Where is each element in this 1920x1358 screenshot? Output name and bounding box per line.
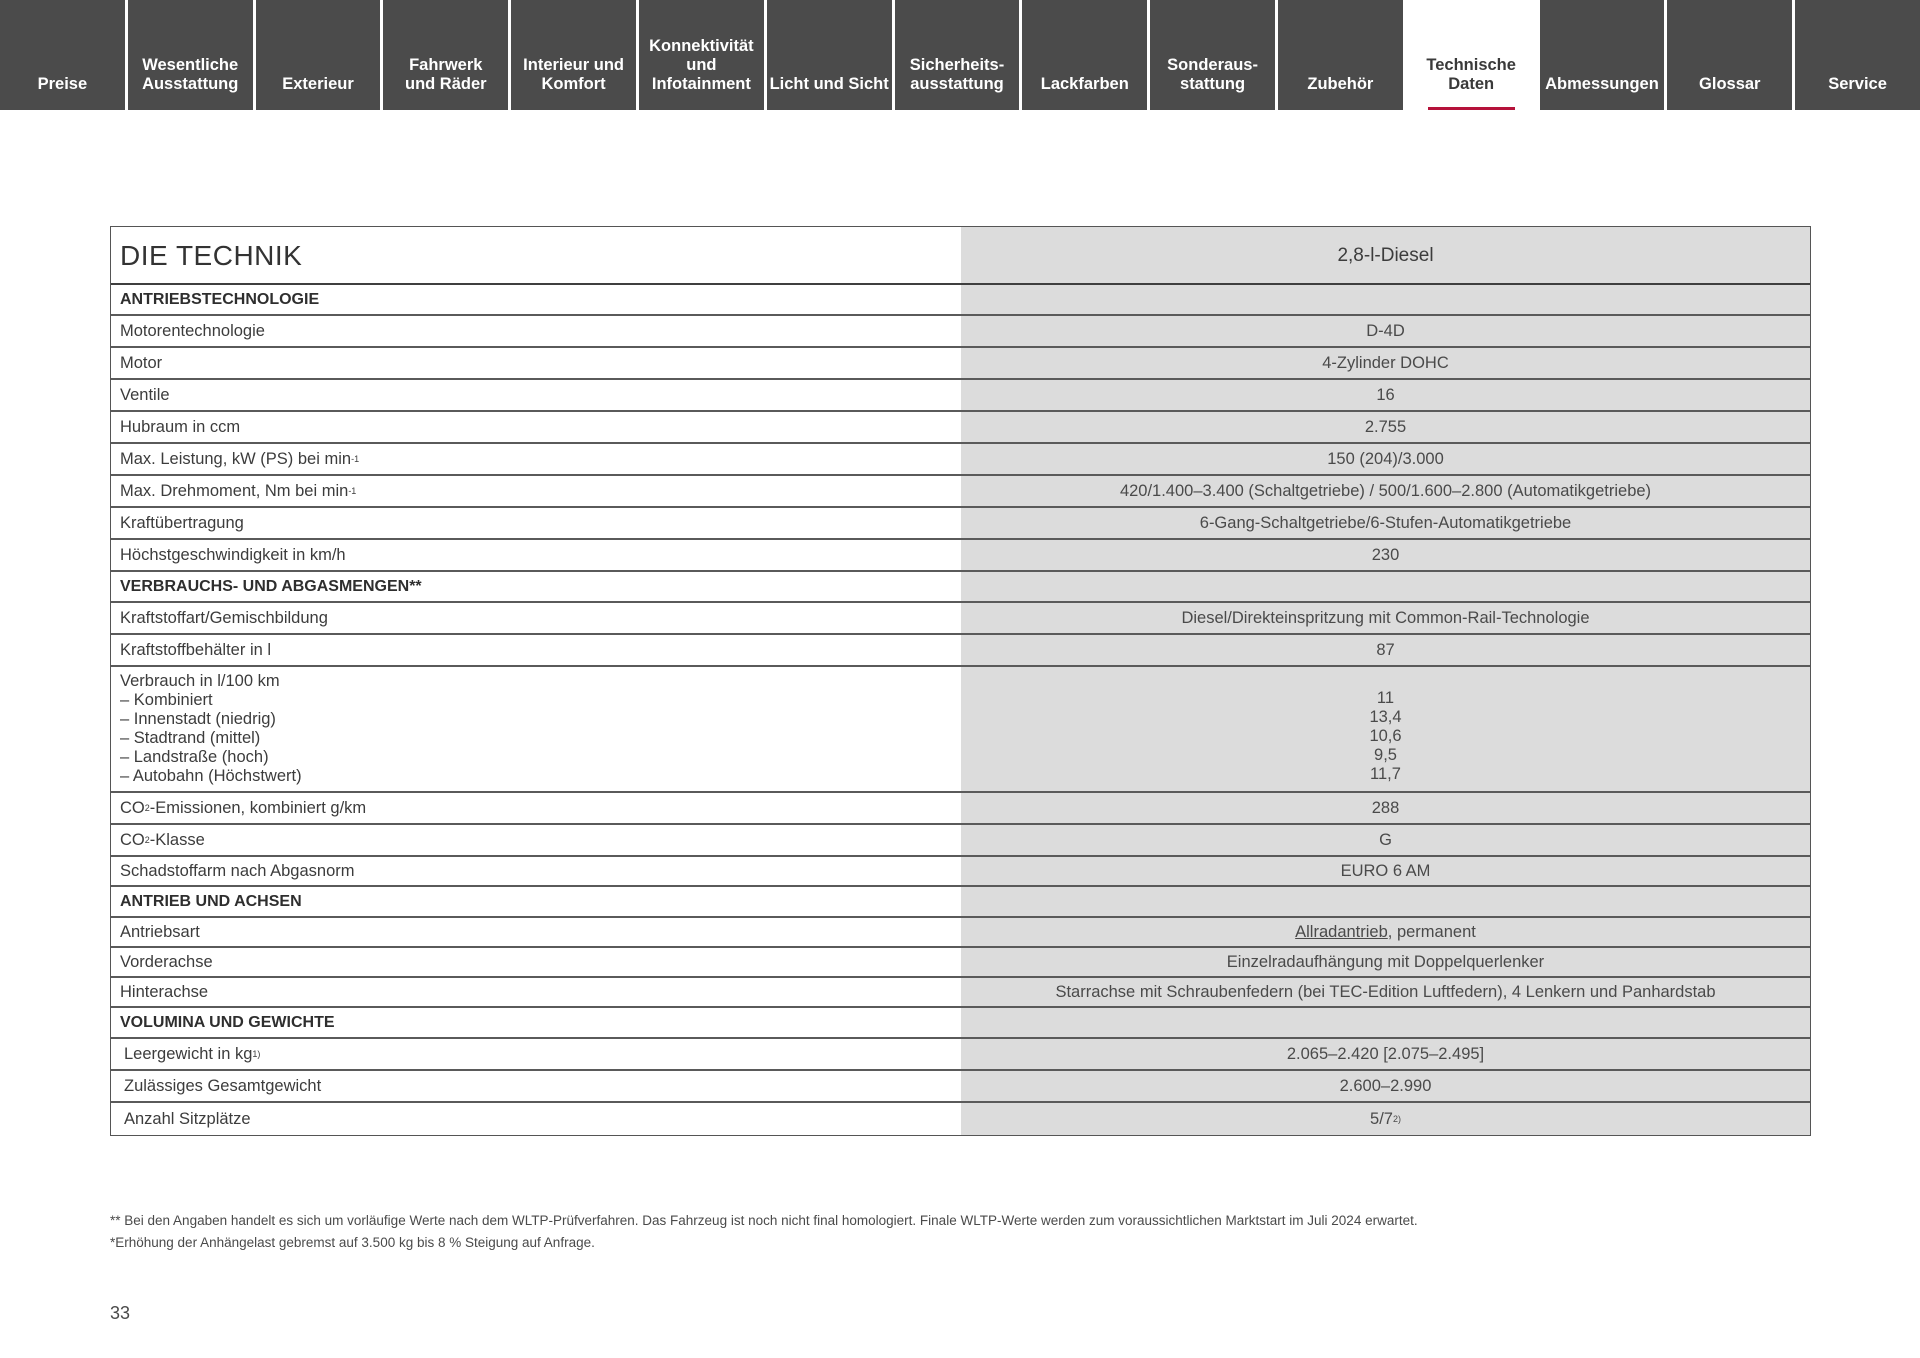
row-label <box>111 476 961 506</box>
section-row <box>111 285 1810 316</box>
row-value <box>961 918 1810 946</box>
tab-technische-daten[interactable] <box>1406 0 1537 110</box>
allradantrieb-glossary-link[interactable]: Allradantrieb <box>1295 922 1388 941</box>
section-row <box>111 572 1810 603</box>
row-label <box>111 793 961 823</box>
section-value-empty <box>961 1008 1810 1037</box>
engine-column-header: 2,8-l-Diesel <box>961 227 1810 283</box>
table-row <box>111 793 1810 825</box>
consumption-item-value: 11,7 <box>1370 764 1401 783</box>
row-value: 2.600–2.990 <box>961 1071 1810 1101</box>
table-row <box>111 316 1810 348</box>
table-row-consumption <box>111 667 1810 793</box>
tab-label: Fahrwerk und Räder <box>404 56 487 93</box>
row-value-consumption <box>961 667 1810 791</box>
footnote-wltp: ** Bei den Angaben handelt es sich um vorläufige Werte nach dem WLTP-Prüfverfahren. Das Fahrzeug ist noch nicht final homologiert. Finale WLTP-Werte werden zum voraussichtlichen Marktstart im Juli 2024 erwartet. <box>110 1213 1418 1228</box>
tab-exterieur[interactable] <box>256 0 381 110</box>
row-value: 2.755 <box>961 412 1810 442</box>
consumption-heading: Verbrauch in l/100 km <box>120 672 280 690</box>
table-row <box>111 825 1810 857</box>
tab-sonderausstattung[interactable] <box>1150 0 1275 110</box>
table-row <box>111 1071 1810 1103</box>
row-label-text: Max. Drehmoment, Nm bei min <box>120 481 349 500</box>
row-label: Kraftstoffart/Gemischbildung <box>111 603 961 633</box>
tab-label: Abmessungen <box>1545 75 1659 93</box>
table-row <box>111 857 1810 887</box>
section-title-antrieb-achsen: ANTRIEB UND ACHSEN <box>111 887 961 916</box>
section-value-empty <box>961 887 1810 916</box>
tab-sicherheitsausstattung[interactable] <box>895 0 1020 110</box>
tab-glossar[interactable] <box>1667 0 1792 110</box>
table-row <box>111 380 1810 412</box>
section-title-verbrauch: VERBRAUCHS- UND ABGASMENGEN** <box>111 572 961 601</box>
row-label: Ventile <box>111 380 961 410</box>
tab-label: Konnektivität und Infotainment <box>649 37 754 93</box>
row-value: 150 (204)/3.000 <box>961 444 1810 474</box>
tab-konnektivitaet-und-infotainment[interactable] <box>639 0 764 110</box>
tab-abmessungen[interactable] <box>1540 0 1665 110</box>
table-row <box>111 444 1810 476</box>
table-row <box>111 1039 1810 1071</box>
row-value-text: , permanent <box>1387 922 1476 941</box>
section-title-volumina: VOLUMINA UND GEWICHTE <box>111 1008 961 1037</box>
section-value-empty <box>961 285 1810 314</box>
row-label-text: CO <box>120 830 145 849</box>
row-value-superscript: 2) <box>1392 1113 1401 1124</box>
section-value-empty <box>961 572 1810 601</box>
tab-label: Service <box>1828 75 1887 93</box>
row-value: 2.065–2.420 [2.075–2.495] <box>961 1039 1810 1069</box>
row-value: 4-Zylinder DOHC <box>961 348 1810 378</box>
row-label: Motorentechnologie <box>111 316 961 346</box>
table-row <box>111 948 1810 978</box>
row-value-text: 5/7 <box>1370 1109 1393 1128</box>
row-label: Schadstoffarm nach Abgasnorm <box>111 857 961 885</box>
row-label: Antriebsart <box>111 918 961 946</box>
consumption-item-value: 11 <box>1376 688 1395 707</box>
tab-preise[interactable] <box>0 0 125 110</box>
tab-zubehoer[interactable] <box>1278 0 1403 110</box>
footnote-anhaengelast: *Erhöhung der Anhängelast gebremst auf 3.500 kg bis 8 % Steigung auf Anfrage. <box>110 1235 595 1250</box>
tab-label: Exterieur <box>282 75 354 93</box>
consumption-item-label: – Autobahn (Höchstwert) <box>120 767 302 785</box>
table-row <box>111 540 1810 572</box>
tab-service[interactable] <box>1795 0 1920 110</box>
table-row <box>111 508 1810 540</box>
tab-label: Interieur und Komfort <box>523 56 624 93</box>
tab-label: Sicherheits- ausstattung <box>909 56 1005 93</box>
tab-label: Wesentliche Ausstattung <box>142 56 239 93</box>
consumption-item-value: 13,4 <box>1369 707 1402 726</box>
row-value: Starrachse mit Schraubenfedern (bei TEC-Edition Luftfedern), 4 Lenkern und Panhardstab <box>961 978 1810 1006</box>
row-label: Anzahl Sitzplätze <box>111 1103 961 1135</box>
spec-table <box>110 226 1811 1136</box>
row-label-superscript: -1 <box>351 453 360 464</box>
top-navigation <box>0 0 1920 110</box>
row-value: 6-Gang-Schaltgetriebe/6-Stufen-Automatikgetriebe <box>961 508 1810 538</box>
row-label-text: Leergewicht in kg <box>124 1044 253 1063</box>
tab-label: Licht und Sicht <box>769 75 889 93</box>
row-value: 420/1.400–3.400 (Schaltgetriebe) / 500/1.600–2.800 (Automatikgetriebe) <box>961 476 1810 506</box>
active-tab-underline <box>1428 107 1515 110</box>
tab-label: Lackfarben <box>1040 75 1129 93</box>
row-label: Hubraum in ccm <box>111 412 961 442</box>
consumption-item-label: – Innenstadt (niedrig) <box>120 710 276 728</box>
row-label: Motor <box>111 348 961 378</box>
row-label-text: -Klasse <box>149 830 205 849</box>
row-label-consumption <box>111 667 961 791</box>
table-title: DIE TECHNIK <box>111 227 961 283</box>
consumption-item-label: – Stadtrand (mittel) <box>120 729 261 747</box>
row-value: G <box>961 825 1810 855</box>
row-value: 16 <box>961 380 1810 410</box>
table-row <box>111 635 1810 667</box>
row-label-text: -Emissionen, kombiniert g/km <box>149 798 367 817</box>
row-label <box>111 825 961 855</box>
row-label-superscript: 1) <box>252 1048 261 1059</box>
consumption-item-value: 9,5 <box>1374 745 1397 764</box>
row-label: Höchstgeschwindigkeit in km/h <box>111 540 961 570</box>
row-label-text: CO <box>120 798 145 817</box>
tab-licht-und-sicht[interactable] <box>767 0 892 110</box>
row-label: Zulässiges Gesamtgewicht <box>111 1071 961 1101</box>
row-value: 230 <box>961 540 1810 570</box>
row-label-subscript: 2 <box>144 802 150 813</box>
table-row <box>111 348 1810 380</box>
row-label: Kraftübertragung <box>111 508 961 538</box>
section-row <box>111 1008 1810 1039</box>
row-value: EURO 6 AM <box>961 857 1810 885</box>
row-label: Vorderachse <box>111 948 961 976</box>
consumption-item-label: – Landstraße (hoch) <box>120 748 269 766</box>
section-title-antriebstechnologie: ANTRIEBSTECHNOLOGIE <box>111 285 961 314</box>
row-value: Einzelradaufhängung mit Doppelquerlenker <box>961 948 1810 976</box>
tab-label: Technische Daten <box>1426 56 1516 93</box>
tab-wesentliche-ausstattung[interactable] <box>128 0 253 110</box>
row-value <box>961 1103 1810 1135</box>
tab-label: Sonderaus- stattung <box>1167 56 1258 93</box>
table-row <box>111 978 1810 1008</box>
table-row <box>111 918 1810 948</box>
tab-label: Zubehör <box>1307 75 1374 93</box>
row-label: Kraftstoffbehälter in l <box>111 635 961 665</box>
row-value: 288 <box>961 793 1810 823</box>
tab-label: Glossar <box>1699 75 1761 93</box>
table-row <box>111 603 1810 635</box>
row-label <box>111 1039 961 1069</box>
table-row <box>111 412 1810 444</box>
row-label: Hinterachse <box>111 978 961 1006</box>
section-row <box>111 887 1810 918</box>
tab-interieur-und-komfort[interactable] <box>511 0 636 110</box>
table-header-row <box>111 227 1810 285</box>
row-label-superscript: -1 <box>348 485 357 496</box>
row-value: 87 <box>961 635 1810 665</box>
tab-lackfarben[interactable] <box>1022 0 1147 110</box>
table-row <box>111 476 1810 508</box>
table-row <box>111 1103 1810 1135</box>
row-value: D-4D <box>961 316 1810 346</box>
row-value: Diesel/Direkteinspritzung mit Common-Rail-Technologie <box>961 603 1810 633</box>
row-label-text: Max. Leistung, kW (PS) bei min <box>120 449 352 468</box>
consumption-item-value: 10,6 <box>1369 726 1402 745</box>
row-label <box>111 444 961 474</box>
consumption-item-label: – Kombiniert <box>120 691 213 709</box>
page-number: 33 <box>110 1303 131 1323</box>
tab-label: Preise <box>37 75 88 93</box>
row-label-subscript: 2 <box>144 834 150 845</box>
tab-fahrwerk-und-raeder[interactable] <box>383 0 508 110</box>
